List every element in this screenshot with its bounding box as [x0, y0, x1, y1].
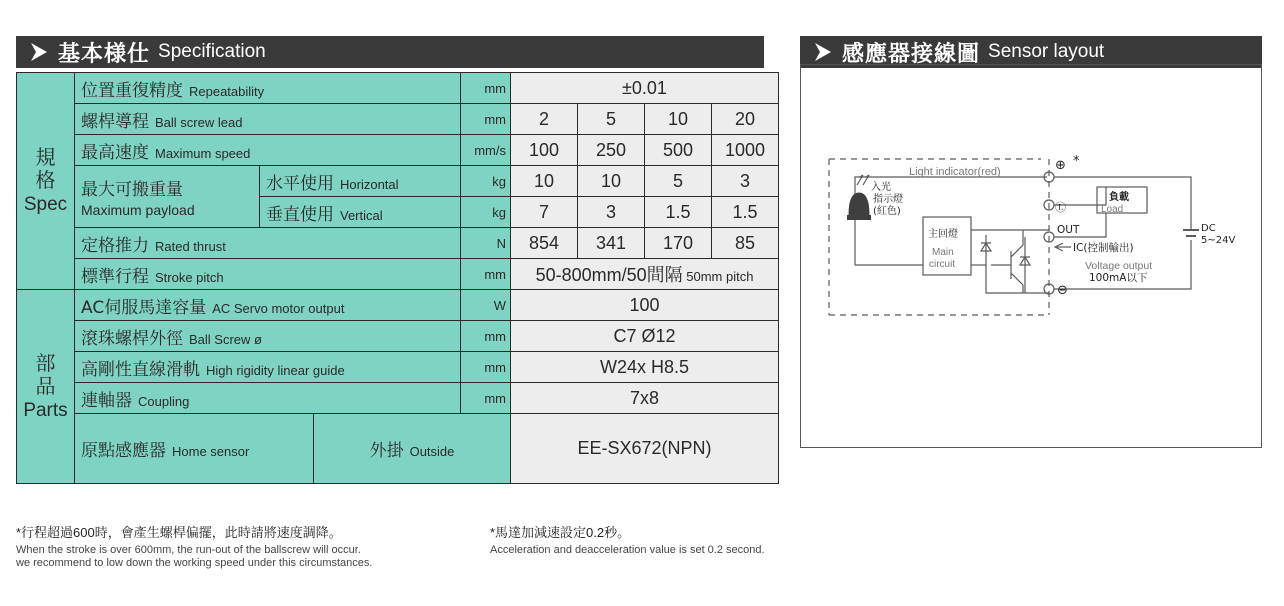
cell-value: 5	[645, 166, 712, 197]
unit-thrust: N	[461, 228, 511, 259]
label-vertical: 垂直使用 Vertical	[260, 197, 461, 228]
value-home: EE-SX672(NPN)	[511, 414, 779, 484]
label-guide: 高剛性直線滑軌 High rigidity linear guide	[75, 352, 461, 383]
label-speed: 最高速度 Maximum speed	[75, 135, 461, 166]
label-repeatability: 位置重復精度 Repeatability	[75, 73, 461, 104]
label-entry-light-2: 指示燈	[873, 194, 903, 205]
battery-icon	[1183, 230, 1199, 236]
label-load-en: Load	[1101, 204, 1124, 215]
cell-value: 10	[511, 166, 578, 197]
label-current: 100mA以下	[1089, 272, 1148, 284]
unit-ballscrew: mm	[461, 321, 511, 352]
label-dc: DC	[1201, 223, 1216, 234]
spec-title: 基本様仕	[58, 41, 151, 67]
unit-coupling: mm	[461, 383, 511, 414]
cell-value: 85	[712, 228, 779, 259]
value-motor: 100	[511, 290, 779, 321]
label-load-cn: 負載	[1109, 192, 1129, 203]
value-coupling: 7x8	[511, 383, 779, 414]
cell-value: 1.5	[645, 197, 712, 228]
chevron-right-icon	[812, 41, 834, 63]
label-terminal-star: *	[1073, 154, 1080, 169]
row-ballscrew	[17, 321, 779, 352]
label-lead: 螺桿導程 Ball screw lead	[75, 104, 461, 135]
label-entry-light-3: (紅色)	[873, 206, 901, 217]
sensor-title-en: Sensor layout	[988, 41, 1105, 62]
sensor-wiring-diagram	[801, 65, 1261, 447]
spec-header	[16, 36, 764, 68]
note-stroke-en2: we recommend to low down the working speed under this circumstances.	[16, 557, 373, 569]
label-entry-light-1: 入光	[871, 182, 891, 193]
note-stroke-cn: *行程超過600時，會產生螺桿偏擺，此時請將速度調降。	[16, 525, 342, 540]
value-stroke: 50-800mm/50間隔 50mm pitch	[511, 259, 779, 290]
spec-title-en: Specification	[158, 41, 266, 62]
cell-value: 100	[511, 135, 578, 166]
led-lamp-icon	[849, 193, 869, 215]
note-accel-cn: *馬達加減速設定0.2秒。	[490, 525, 631, 540]
label-home: 原點感應器 Home sensor	[75, 414, 314, 484]
note-accel-en: Acceleration and deacceleration value is set 0.2 second.	[490, 544, 765, 556]
note-stroke-en1: When the stroke is over 600mm, the run-out of the ballscrew will occur.	[16, 544, 361, 556]
row-thrust	[17, 228, 779, 259]
label-payload: 最大可搬重量 Maximum payload	[75, 166, 260, 228]
label-motor: AC伺服馬達容量 AC Servo motor output	[75, 290, 461, 321]
cell-value: 341	[578, 228, 645, 259]
note-stroke	[16, 522, 372, 570]
cell-value: 10	[578, 166, 645, 197]
label-horizontal: 水平使用 Horizontal	[260, 166, 461, 197]
row-home	[17, 414, 779, 484]
cell-value: 2	[511, 104, 578, 135]
sensor-diagram-panel	[800, 64, 1262, 448]
label-terminal-plus: ⊕	[1055, 158, 1066, 173]
cell-value: 500	[645, 135, 712, 166]
label-out: OUT	[1057, 224, 1080, 236]
label-terminal-l: Ⓛ	[1055, 201, 1066, 214]
label-main-en1: Main	[932, 247, 954, 258]
cell-value: 170	[645, 228, 712, 259]
cell-value: 20	[712, 104, 779, 135]
sensor-title: 感應器接線圖	[842, 41, 981, 67]
cell-value: 7	[511, 197, 578, 228]
led-base-icon	[847, 215, 871, 220]
label-dc-range: 5~24V	[1201, 235, 1236, 246]
unit-horizontal: kg	[461, 166, 511, 197]
value-ballscrew: C7 Ø12	[511, 321, 779, 352]
cell-value: 1.5	[712, 197, 779, 228]
unit-motor: W	[461, 290, 511, 321]
wire-zener-left	[986, 235, 1049, 293]
label-main-en2: circuit	[929, 259, 956, 270]
row-repeatability	[17, 73, 779, 104]
label-voltage-output: Voltage output	[1085, 260, 1153, 272]
row-payload-horizontal	[17, 166, 779, 197]
unit-stroke: mm	[461, 259, 511, 290]
unit-repeatability: mm	[461, 73, 511, 104]
row-speed	[17, 135, 779, 166]
transistor	[991, 230, 1023, 293]
label-terminal-minus: ⊖	[1057, 283, 1068, 298]
label-ic: IC(控制輸出)	[1073, 242, 1134, 254]
value-guide: W24x H8.5	[511, 352, 779, 383]
cell-value: 3	[578, 197, 645, 228]
spec-table	[16, 72, 779, 484]
label-main-cn: 主回燈	[928, 229, 958, 240]
label-home-outside: 外掛 Outside	[314, 414, 511, 484]
value-repeatability: ±0.01	[511, 73, 779, 104]
unit-lead: mm	[461, 104, 511, 135]
row-stroke	[17, 259, 779, 290]
unit-guide: mm	[461, 352, 511, 383]
note-accel	[490, 522, 765, 557]
group-spec: 規 格 Spec	[17, 73, 75, 290]
label-thrust: 定格推力 Rated thrust	[75, 228, 461, 259]
cell-value: 250	[578, 135, 645, 166]
row-coupling	[17, 383, 779, 414]
cell-value: 1000	[712, 135, 779, 166]
label-coupling: 連軸器 Coupling	[75, 383, 461, 414]
unit-vertical: kg	[461, 197, 511, 228]
unit-speed: mm/s	[461, 135, 511, 166]
label-stroke: 標準行程 Stroke pitch	[75, 259, 461, 290]
cell-value: 10	[645, 104, 712, 135]
row-lead	[17, 104, 779, 135]
cell-value: 854	[511, 228, 578, 259]
group-parts: 部 品 Parts	[17, 290, 75, 484]
label-ballscrew: 滾珠螺桿外徑 Ball Screw ø	[75, 321, 461, 352]
label-light-indicator: Light indicator(red)	[909, 166, 1001, 178]
cell-value: 5	[578, 104, 645, 135]
cell-value: 3	[712, 166, 779, 197]
row-motor	[17, 290, 779, 321]
chevron-right-icon	[28, 41, 50, 63]
row-guide	[17, 352, 779, 383]
